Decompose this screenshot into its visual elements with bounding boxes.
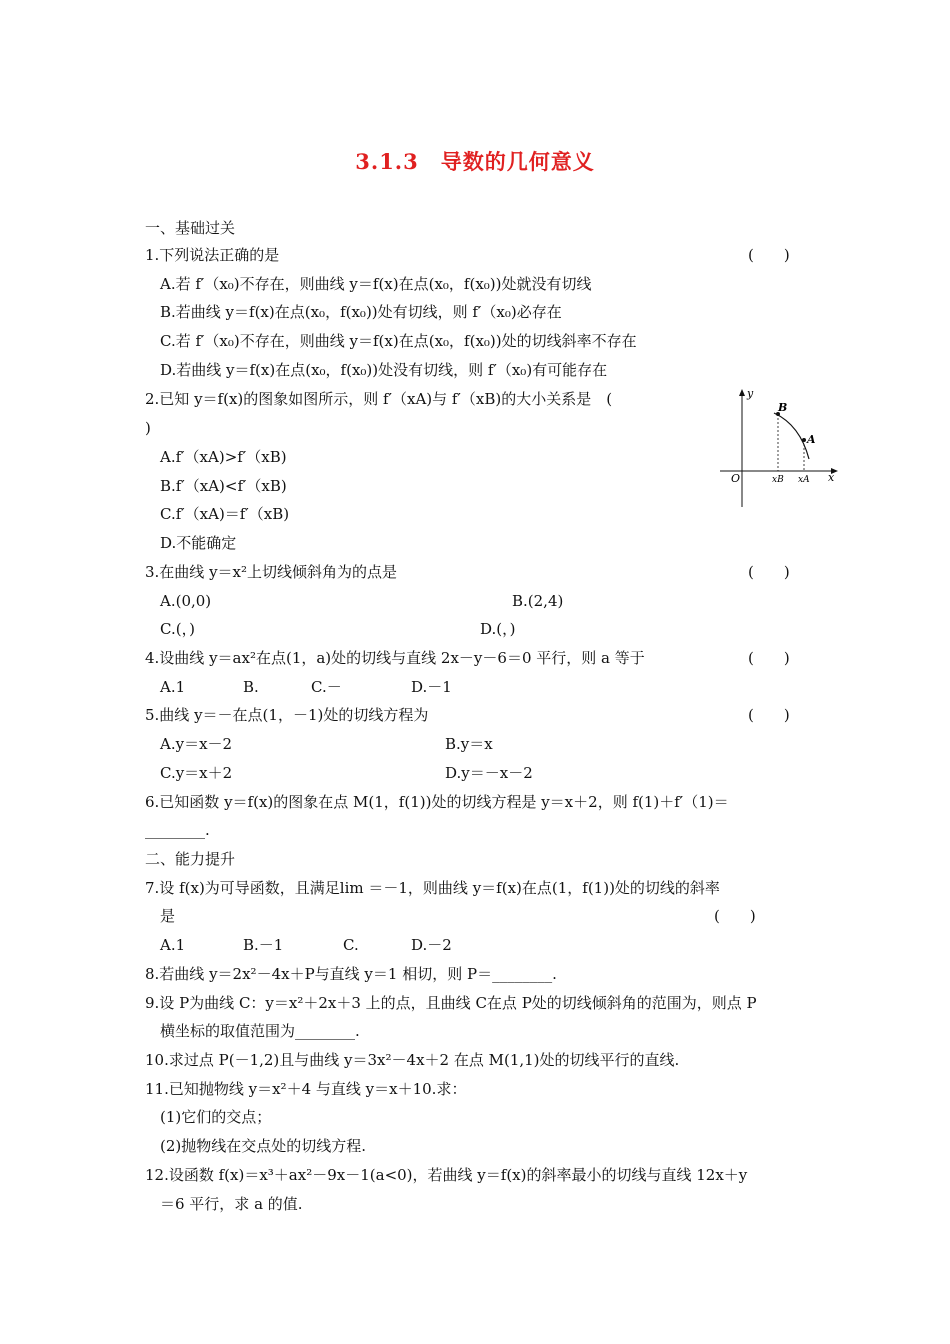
q2-option-c: C.f′（xA)＝f′（xB) [160,505,290,523]
q1-stem: 1.下列说法正确的是 [145,246,280,264]
q3-option-d: D.(，) [480,620,516,638]
q3-option-b: B.(2,4) [512,592,564,610]
y-axis-arrow [739,389,745,396]
q5-option-a: A.y＝x－2 [160,735,233,753]
q7-answer-bracket: ( ) [714,907,756,925]
q3-answer-bracket: ( ) [748,563,790,581]
q12-stem: 12.设函数 f(x)＝x³＋ax²－9x－1(a<0)，若曲线 y＝f(x)的斜率最小的切线与直线 12x＋y [145,1166,748,1184]
q5-option-d: D.y＝－x－2 [445,764,533,782]
q2-option-a: A.f′（xA)>f′（xB) [160,448,287,466]
point-a-dot [802,438,806,442]
q4-stem: 4.设曲线 y＝ax²在点(1，a)处的切线与直线 2x－y－6＝0 平行，则 a 等于 [145,649,645,667]
q6-stem: 6.已知函数 y＝f(x)的图象在点 M(1，f(1))处的切线方程是 y＝x＋2，则 f(1)＋f′（1)＝ [145,793,729,811]
q11-part-2: (2)抛物线在交点处的切线方程. [160,1137,367,1155]
q7-stem: 7.设 f(x)为可导函数，且满足lim ＝－1，则曲线 y＝f(x)在点(1，f(1))处的切线的斜率 [145,879,720,897]
q12-stem-cont: ＝6 平行，求 a 的值. [160,1195,303,1213]
origin-label: O [731,472,741,485]
q7-option-a: A.1 [160,936,186,954]
point-b-label: B [778,401,788,414]
q7-option-b: B.－1 [243,936,284,954]
q7-option-d: D.－2 [411,936,452,954]
q2-option-b: B.f′（xA)<f′（xB) [160,477,287,495]
q5-stem: 5.曲线 y＝－在点(1，－1)处的切线方程为 [145,706,429,724]
q3-option-a: A.(0,0) [160,592,212,610]
q4-option-b: B. [243,678,259,696]
x-axis-label: x [828,471,835,484]
q3-option-c: C.(，) [160,620,195,638]
q4-option-a: A.1 [160,678,186,696]
q8-stem: 8.若曲线 y＝2x²－4x＋P与直线 y＝1 相切，则 P＝________. [145,965,557,983]
section-basic: 一、基础过关 [145,219,236,237]
q1-option-d: D.若曲线 y＝f(x)在点(x₀，f(x₀))处没有切线，则 f′（x₀)有可能存在 [160,361,608,379]
point-a-label: A [807,433,816,446]
q5-option-b: B.y＝x [445,735,493,753]
y-axis-label: y [747,387,754,400]
q10-stem: 10.求过点 P(－1,2)且与曲线 y＝3x²－4x＋2 在点 M(1,1)处的切线平行的直线. [145,1051,680,1069]
q1-option-b: B.若曲线 y＝f(x)在点(x₀，f(x₀))处有切线，则 f′（x₀)必存在 [160,303,562,321]
q3-stem: 3.在曲线 y＝x²上切线倾斜角为的点是 [145,563,398,581]
q2-stem: 2.已知 y＝f(x)的图象如图所示，则 f′（xA)与 f′（xB)的大小关系是 ( [145,390,613,408]
q7-stem-cont: 是 [160,907,176,925]
q4-option-c: C.－ [311,678,342,696]
q1-answer-bracket: ( ) [748,246,790,264]
q11-part-1: (1)它们的交点； [160,1108,272,1126]
q2-stem-cont: ) [145,419,151,437]
q5-option-c: C.y＝x＋2 [160,764,233,782]
tick-xb-label: xB [772,475,784,485]
q11-stem: 11.已知抛物线 y＝x²＋4 与直线 y＝x＋10.求： [145,1080,467,1098]
q2-option-d: D.不能确定 [160,534,237,552]
q4-option-d: D.－1 [411,678,452,696]
page-title: 3.1.3 导数的几何意义 [355,149,595,174]
q4-answer-bracket: ( ) [748,649,790,667]
q9-stem: 9.设 P为曲线 C：y＝x²＋2x＋3 上的点，且曲线 C在点 P处的切线倾斜角的范围为，则点 P [145,994,757,1012]
q1-option-c: C.若 f′（x₀)不存在，则曲线 y＝f(x)在点(x₀，f(x₀))处的切线斜率不存在 [160,332,637,350]
q6-answer-blank: ________. [145,821,210,839]
q9-stem-cont: 横坐标的取值范围为________. [160,1022,360,1040]
section-ability: 二、能力提升 [145,850,236,868]
tick-xa-label: xA [798,475,810,485]
q5-answer-bracket: ( ) [748,706,790,724]
q2-function-graph [712,385,842,510]
q7-option-c: C. [343,936,359,954]
q1-option-a: A.若 f′（x₀)不存在，则曲线 y＝f(x)在点(x₀，f(x₀))处就没有切线 [160,275,592,293]
